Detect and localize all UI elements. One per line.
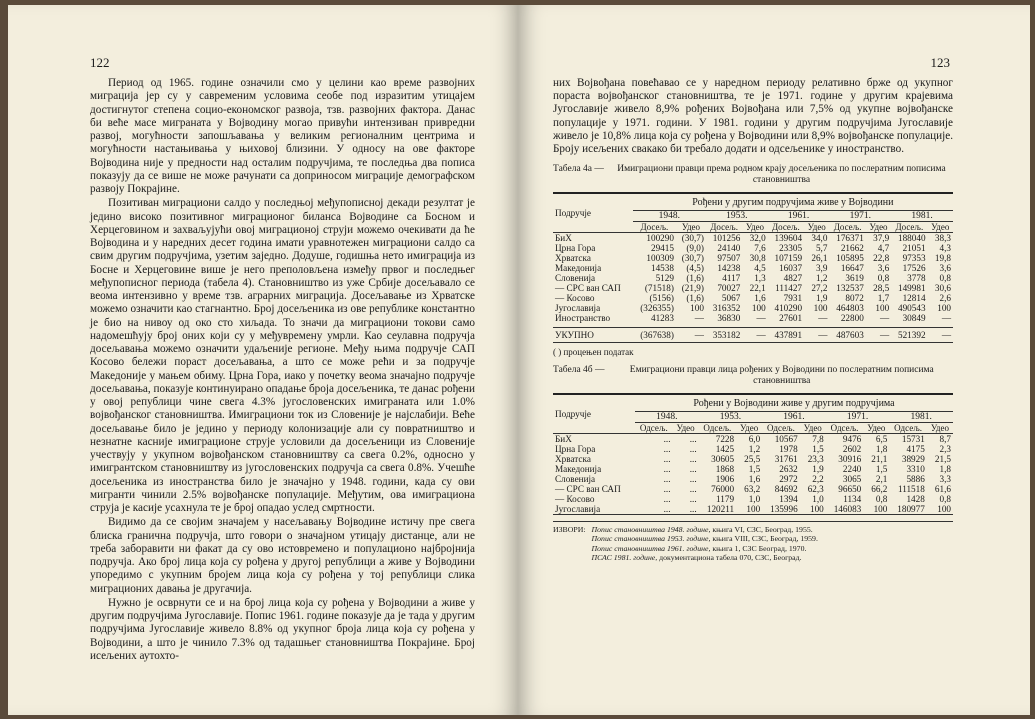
table-cell: 36830	[717, 313, 741, 324]
table-cell: 1,2	[815, 273, 828, 284]
table-cell: 111518	[897, 484, 925, 495]
table-cell: 4,5	[754, 263, 766, 274]
table-a-caption	[553, 164, 953, 186]
table-cell: 7,8	[812, 434, 824, 445]
total-cell: —	[804, 328, 829, 343]
table-cell: —	[694, 313, 704, 324]
table-cell: 101256	[712, 233, 741, 244]
table-cell: 30916	[838, 454, 862, 465]
table-cell: 28,5	[873, 283, 890, 294]
table-cell: ...	[673, 504, 699, 515]
table-row	[553, 464, 953, 474]
row-region-name: Црна Гора	[555, 243, 596, 254]
total-cell: —	[866, 328, 891, 343]
table-cell: 19,8	[934, 253, 951, 264]
total-cell: 437891	[768, 328, 804, 343]
table-cell: 37,9	[873, 233, 890, 244]
row-region-name: Иностранство	[555, 313, 611, 324]
table-cell: 1,5	[748, 464, 761, 475]
table-cell: ...	[663, 444, 671, 455]
table-cell: 316352	[712, 303, 741, 314]
book-spread	[8, 5, 1030, 715]
count-subheader: Одсељ.	[826, 423, 863, 434]
table-cell: 5067	[721, 293, 741, 304]
share-subheader: Удео	[928, 222, 953, 233]
source-line	[592, 553, 818, 562]
table-cell: 4175	[906, 444, 925, 455]
page-number-right: 123	[930, 55, 950, 70]
table-cell: 5129	[655, 273, 674, 284]
table-cell: (21,9)	[681, 283, 704, 294]
row-region-name: — СРС ван САП	[555, 283, 621, 294]
year-header: 1948.	[633, 211, 706, 222]
source-details: књига VIII, СЗС, Београд, 1959.	[710, 534, 818, 544]
table-cell: 1,5	[875, 464, 888, 475]
table-cell: 2,2	[812, 474, 824, 485]
continuation-paragraph: них Војвођана повећавао се у наредном периоду релативно брже од укупног пораста војвођанског становништва, те је 1971. године у другим крајевима Југославије живело 8,9% рођених Војвођана или 7,5% од укупне војвођанске популације у 1971. години. У 1981. години у другим подручјима Југославије живело је 10,8% лица која су рођена у Војводини или 8,9% војвођанске популације. Броју исељених свакако би требало додати и одсељенике у иностранство.	[553, 77, 953, 156]
table-cell: 21,1	[871, 454, 888, 465]
table-cell: 14238	[717, 263, 741, 274]
table-cell: (1,6)	[686, 293, 704, 304]
table-a-title: Имиграциони правци према родном крају досељеника по послератним пописима становништва	[617, 164, 946, 186]
table-b-title: Емиграциони правци лица рођених у Војводини по послератним пописима становништва	[629, 365, 934, 387]
table-cell: (4,5)	[686, 263, 704, 274]
table-cell: 8072	[845, 293, 864, 304]
table-cell: ...	[663, 494, 671, 505]
table-cell: 464803	[836, 303, 864, 314]
table-cell: 17526	[902, 263, 926, 274]
table-cell: 27601	[779, 313, 803, 324]
table-cell: 70027	[717, 283, 741, 294]
table-cell: 12814	[902, 293, 926, 304]
table-cell: 29415	[650, 243, 674, 254]
table-cell: 23305	[779, 243, 803, 254]
row-region-name: Југославија	[553, 504, 635, 515]
source-line	[592, 544, 818, 553]
table-cell: 135996	[762, 504, 799, 515]
source-details: књига 1, СЗС Београд, 1970.	[710, 543, 807, 553]
row-region-name: Хрватска	[555, 454, 591, 465]
table-cell: 132537	[836, 283, 864, 294]
total-cell: —	[928, 328, 953, 343]
share-subheader: Удео	[866, 222, 891, 233]
table-cell: 1868	[715, 464, 735, 475]
row-region-name: БиХ	[555, 233, 572, 244]
table-cell: 15731	[901, 434, 925, 445]
table-cell: 96650	[838, 484, 862, 495]
row-region-name: Црна Гора	[555, 444, 596, 455]
table-cell: (5156)	[649, 293, 674, 304]
table-cell: 10567	[774, 434, 798, 445]
count-subheader: Досељ.	[891, 222, 927, 233]
table-cell: 1394	[779, 494, 798, 505]
group-header: Рођени у другим подручјима живе у Војводини	[633, 193, 953, 211]
table-cell: 30,8	[749, 253, 766, 264]
total-label: УКУПНО	[553, 328, 633, 343]
table-header-row	[553, 193, 953, 211]
table-row	[553, 484, 953, 494]
table-row	[553, 434, 953, 445]
table-cell: 22800	[840, 313, 864, 324]
table-cell: (1,6)	[686, 273, 704, 284]
table-cell: 5,7	[815, 243, 828, 254]
table-cell: 38929	[901, 454, 925, 465]
table-cell: 14538	[650, 263, 674, 274]
source-line	[592, 534, 818, 543]
table-row	[553, 313, 953, 323]
table-cell: 1,6	[754, 293, 766, 304]
share-subheader: Удео	[742, 222, 767, 233]
table-row	[553, 253, 953, 263]
table-row	[553, 494, 953, 504]
table-cell: 4827	[783, 273, 803, 284]
table-row	[553, 273, 953, 283]
table-cell: 100	[863, 504, 889, 515]
table-cell: ...	[663, 484, 671, 495]
table-cell: 1428	[906, 494, 925, 505]
table-cell: ...	[635, 504, 672, 515]
table-cell: 21,5	[934, 454, 951, 465]
table-cell: 1,9	[815, 293, 828, 304]
paragraph: Нужно је осврнути се и на број лица која су рођена у Војводини а живе у другим подручјима Југославије. Попис 1961. године показује да је тада у другим подручјима Југославије живело 8.8% од укупног броја лица која су рођена у Војводини, а што је чинило 7.3% од тадашњег становништва Покрајине. Број исељених аутохто-	[90, 596, 475, 662]
table-cell: 1134	[843, 494, 862, 505]
count-subheader: Одсељ.	[699, 423, 736, 434]
page-number-left: 122	[90, 55, 110, 70]
year-header: 1948.	[635, 412, 699, 423]
table-cell: 176371	[836, 233, 864, 244]
table-cell: 1906	[715, 474, 735, 485]
count-subheader: Одсељ.	[762, 423, 799, 434]
table-cell: 63,2	[744, 484, 761, 495]
table-cell: 1425	[715, 444, 735, 455]
source-title: Попис становништва 1961. године,	[591, 543, 711, 553]
row-region-name: — Косово	[555, 494, 595, 505]
table-cell: 1179	[716, 494, 735, 505]
table-cell: 1978	[779, 444, 798, 455]
row-region-name: БиХ	[555, 434, 572, 445]
table-cell: 41283	[650, 313, 674, 324]
table-cell: (326355)	[640, 303, 674, 314]
table-cell: 146083	[826, 504, 863, 515]
year-header: 1971.	[829, 211, 891, 222]
table-cell: 26,1	[811, 253, 828, 264]
table-cell: (9,0)	[686, 243, 704, 254]
share-subheader: Удео	[800, 423, 826, 434]
table-cell: 3,6	[939, 263, 951, 274]
table-cell: 7228	[715, 434, 735, 445]
source-details: документациона табела 070, СЗС, Београд.	[657, 552, 802, 562]
row-region-name: Хрватска	[555, 253, 591, 264]
region-column-header: Подручје	[553, 193, 633, 233]
table-cell: 38,3	[934, 233, 951, 244]
table-row	[553, 263, 953, 273]
table-cell: (30,7)	[681, 233, 704, 244]
right-page	[518, 5, 1030, 715]
table-cell: 7,6	[754, 243, 766, 254]
table-cell: ...	[663, 454, 671, 465]
row-region-name: Македонија	[555, 464, 602, 475]
table-cell: 1,9	[812, 464, 824, 475]
table-cell: 1,3	[754, 273, 766, 284]
count-subheader: Одсељ.	[889, 423, 926, 434]
table-row	[553, 293, 953, 303]
right-content	[553, 77, 953, 562]
year-header: 1953.	[706, 211, 768, 222]
table-cell: 490543	[897, 303, 926, 314]
table-cell: 100	[937, 303, 951, 314]
table-row	[553, 233, 953, 244]
table-cell: 3065	[842, 474, 862, 485]
table-cell: 100	[690, 303, 704, 314]
table-a-label: Табела 4а —	[553, 164, 604, 175]
table-cell: 100	[800, 504, 826, 515]
table-cell: 410290	[774, 303, 803, 314]
share-subheader: Удео	[676, 222, 706, 233]
table-cell: 0,8	[877, 273, 890, 284]
year-header: 1981.	[889, 412, 953, 423]
left-page	[8, 5, 518, 715]
table-cell: 4,3	[939, 243, 951, 254]
table-cell: 97507	[717, 253, 741, 264]
table-cell: 1,8	[875, 444, 888, 455]
table-cell: 1,0	[812, 494, 824, 505]
total-row	[553, 328, 953, 343]
table-cell: (30,7)	[681, 253, 704, 264]
table-cell: (71518)	[644, 283, 674, 294]
table-cell: 2,6	[939, 293, 951, 304]
table-row	[553, 504, 953, 515]
table-cell: 22,8	[873, 253, 890, 264]
table-cell: 9476	[842, 434, 862, 445]
share-subheader: Удео	[673, 423, 699, 434]
table-cell: —	[818, 313, 828, 324]
share-subheader: Удео	[863, 423, 889, 434]
year-header: 1981.	[891, 211, 953, 222]
table-cell: 1,0	[748, 494, 761, 505]
table-cell: 100309	[646, 253, 674, 264]
table-cell: 62,3	[807, 484, 824, 495]
source-title: Попис становништва 1953. године,	[591, 534, 711, 544]
table-cell: 76000	[711, 484, 735, 495]
paragraph: Период од 1965. године означили смо у целини као време развојних миграција јер су у савременим условима сеобе под изразитим утицајем достигнутог степена социо-економског развоја, тзв. развојних фактора. Данас би веће масе миграната у Војводину могао привући интензиван привредни развој, могућности запошљавања у великим регионалним центрима и могућности настањивања у њиховој близини. У односу на ове факторе Војводина није у предности над осталим подручјима, те последња два пописа показују да се више не може рачунати са доприносом миграције демографском развоју Покрајине.	[90, 77, 475, 195]
table-cell: 2972	[779, 474, 798, 485]
table-cell: 100	[751, 303, 766, 314]
table-cell: —	[879, 313, 890, 324]
row-region-name: — Косово	[555, 293, 595, 304]
table-cell: 3310	[906, 464, 925, 475]
year-header: 1961.	[768, 211, 830, 222]
table-cell: 27,2	[811, 283, 828, 294]
table-cell: 139604	[774, 233, 803, 244]
total-cell: —	[742, 328, 767, 343]
table-cell: 61,6	[934, 484, 951, 495]
table-cell: ...	[689, 454, 697, 465]
table-cell: 3619	[845, 273, 864, 284]
region-column-header: Подручје	[553, 394, 635, 434]
count-subheader: Досељ.	[829, 222, 865, 233]
row-region-name: — СРС ван САП	[555, 484, 621, 495]
table-cell: 188040	[897, 233, 926, 244]
share-subheader: Удео	[804, 222, 829, 233]
table-cell: 1,8	[939, 464, 951, 475]
table-b	[553, 393, 953, 515]
table-cell: 1,6	[748, 474, 761, 485]
total-cell: —	[676, 328, 706, 343]
table-row	[553, 444, 953, 454]
table-row	[553, 474, 953, 484]
table-cell: 180977	[889, 504, 926, 515]
table-cell: 2,3	[939, 444, 951, 455]
table-cell: 16647	[840, 263, 864, 274]
table-b-label: Табела 4б —	[553, 365, 605, 376]
total-cell: 353182	[706, 328, 742, 343]
table-cell: 2240	[842, 464, 862, 475]
table-cell: 30605	[711, 454, 735, 465]
row-region-name: Македонија	[555, 263, 602, 274]
table-cell: 100	[927, 504, 953, 515]
row-region-name: Словенија	[555, 273, 596, 284]
source-title: Попис становништва 1948. године,	[591, 525, 711, 535]
table-cell: 22,1	[749, 283, 766, 294]
table-cell: 1,5	[812, 444, 824, 455]
table-cell: 100290	[646, 233, 674, 244]
table-row	[553, 283, 953, 293]
table-a	[553, 192, 953, 343]
table-cell: 2632	[779, 464, 798, 475]
left-body-text	[90, 77, 475, 663]
table-cell: 107159	[774, 253, 803, 264]
table-cell: 6,0	[748, 434, 761, 445]
table-cell: 1,7	[877, 293, 890, 304]
sources	[553, 521, 953, 562]
year-header: 1971.	[826, 412, 890, 423]
table-row	[553, 454, 953, 464]
total-cell: 487603	[829, 328, 865, 343]
table-header-row	[553, 394, 953, 412]
table-cell: 4,7	[877, 243, 890, 254]
table-a-note: ( ) процењен податак	[553, 347, 634, 358]
sources-list	[592, 525, 818, 562]
table-cell: 66,2	[871, 484, 888, 495]
table-cell: ...	[689, 464, 697, 475]
table-cell: 100	[736, 504, 762, 515]
year-header: 1953.	[699, 412, 763, 423]
table-b-caption	[553, 365, 953, 387]
table-cell: 3,3	[939, 474, 951, 485]
share-subheader: Удео	[736, 423, 762, 434]
group-header: Рођени у Војводини живе у другим подручјима	[635, 394, 953, 412]
table-cell: —	[941, 313, 951, 324]
table-cell: 105895	[836, 253, 864, 264]
table-cell: 16037	[779, 263, 803, 274]
total-cell: (367638)	[633, 328, 676, 343]
table-cell: 0,8	[939, 273, 951, 284]
paragraph: Позитиван миграциони салдо у последњој међупописној декади резултат је једино високо позитивног миграционог биланса Војводине са Босном и Херцеговином и захваљујући овој миграционој струји можемо очекивати да ће Војводина и у наредних десет година имати уравнотежен миграциони салдо са свим другим подручјима, узетим заједно. Додуше, годишња нето имиграција из Босне и Херцеговине више је него преполовљена између првог и последњег међупописног периода (табела 4). Становништво из уже Србије досељавало се веома интензивно у време тзв. аграрних миграција. Досељавање из Хрватске можемо означити као стагнантно. Број досељеника из ове републике константно је био на нивоу од око сто хиљада. То значи да миграциони токови само надомешћују број оних који су у међувремену умрли. Као сеулавна подручја досељавања можемо означити удаљеније регионе. Међу њима подручје САП Косово бележи пораст досељавања, а што се може рећи и за подручје Македоније у мањем обиму. Црна Гора, иако у почетку веома значајно подручје досељавања, показује континуирано опадање броја досељеника, те данас рођени у овој републици чине свега 4.3% југословенских имиграната или 1.0% војвођанског становништва. Имиграциони ток из Словеније је најслабији. Веће досељавање било је једино у периоду колонизације али су повратништво и незнатне касније имиграционе струје условили да досељеници из Словеније учествују у укупном војвођанском становништву са свега 0.2%, односно у имигрантском становништву из југословенских подручја са свега 0.8%. Учешће досељеника из иностранства било је значајно у 1948. години, када су ови мигранти чинили 2.5% војвођанске популације. Међутим, ова имиграциона струја је касије усахнула те је број опадао услед смртности.	[90, 197, 475, 514]
table-cell: 4117	[722, 273, 741, 284]
table-cell: —	[756, 313, 766, 324]
table-cell: 0,8	[875, 494, 888, 505]
row-region-name: Словенија	[555, 474, 596, 485]
table-cell: ...	[689, 474, 697, 485]
table-cell: 100	[875, 303, 890, 314]
table-cell: 31761	[774, 454, 798, 465]
table-cell: 2,1	[875, 474, 888, 485]
table-cell: 7931	[783, 293, 803, 304]
row-region-name: Југославија	[555, 303, 601, 314]
table-cell: 8,7	[939, 434, 951, 445]
year-header: 1961.	[762, 412, 826, 423]
table-row	[553, 303, 953, 313]
paragraph: Видимо да се својим значајем у насељавању Војводине истичу пре свега блиска гранична подручја, што говори о значајном утицају дистанце, али не треба заборавити ни факат да су ово истовремено и популационо најбројнија подручја. Ако број лица која су рођена у другој републици а живе у Војводини упоредимо с укупним бројем лица која су рођена у тој републици слика миграционих давања је другачија.	[90, 516, 475, 595]
table-cell: 6,5	[875, 434, 888, 445]
table-cell: 1,2	[748, 444, 761, 455]
table-cell: 5886	[906, 474, 925, 485]
table-cell: 21051	[902, 243, 926, 254]
source-details: књига VI, СЗС, Београд, 1955.	[710, 525, 813, 535]
table-cell: ...	[689, 494, 697, 505]
total-cell: 521392	[891, 328, 927, 343]
count-subheader: Досељ.	[633, 222, 676, 233]
table-cell: ...	[689, 444, 697, 455]
source-title: ПСАС 1981. године,	[591, 552, 658, 562]
table-cell: ...	[663, 434, 671, 445]
table-cell: 30849	[902, 313, 926, 324]
table-cell: 97353	[902, 253, 926, 264]
table-cell: 25,5	[744, 454, 761, 465]
share-subheader: Удео	[927, 423, 953, 434]
count-subheader: Одсељ.	[635, 423, 672, 434]
table-cell: 120211	[699, 504, 736, 515]
table-cell: ...	[663, 464, 671, 475]
source-line	[592, 525, 818, 534]
table-cell: 23,3	[807, 454, 824, 465]
table-cell: 3778	[907, 273, 926, 284]
table-cell: 149981	[897, 283, 926, 294]
table-cell: 21662	[840, 243, 864, 254]
table-cell: 84692	[774, 484, 798, 495]
table-cell: 111427	[775, 283, 803, 294]
table-cell: 34,0	[811, 233, 828, 244]
table-cell: ...	[663, 474, 671, 485]
table-cell: 30,6	[934, 283, 951, 294]
table-cell: 3,6	[877, 263, 890, 274]
table-cell: 3,9	[815, 263, 828, 274]
sources-label: ИЗВОРИ:	[553, 525, 586, 535]
table-row	[553, 243, 953, 253]
table-cell: ...	[689, 434, 697, 445]
count-subheader: Досељ.	[706, 222, 742, 233]
count-subheader: Досељ.	[768, 222, 804, 233]
table-cell: 24140	[717, 243, 741, 254]
table-cell: 0,8	[939, 494, 951, 505]
table-cell: 2602	[842, 444, 862, 455]
table-cell: 100	[813, 303, 828, 314]
table-cell: 32,0	[749, 233, 766, 244]
table-cell: ...	[689, 484, 697, 495]
